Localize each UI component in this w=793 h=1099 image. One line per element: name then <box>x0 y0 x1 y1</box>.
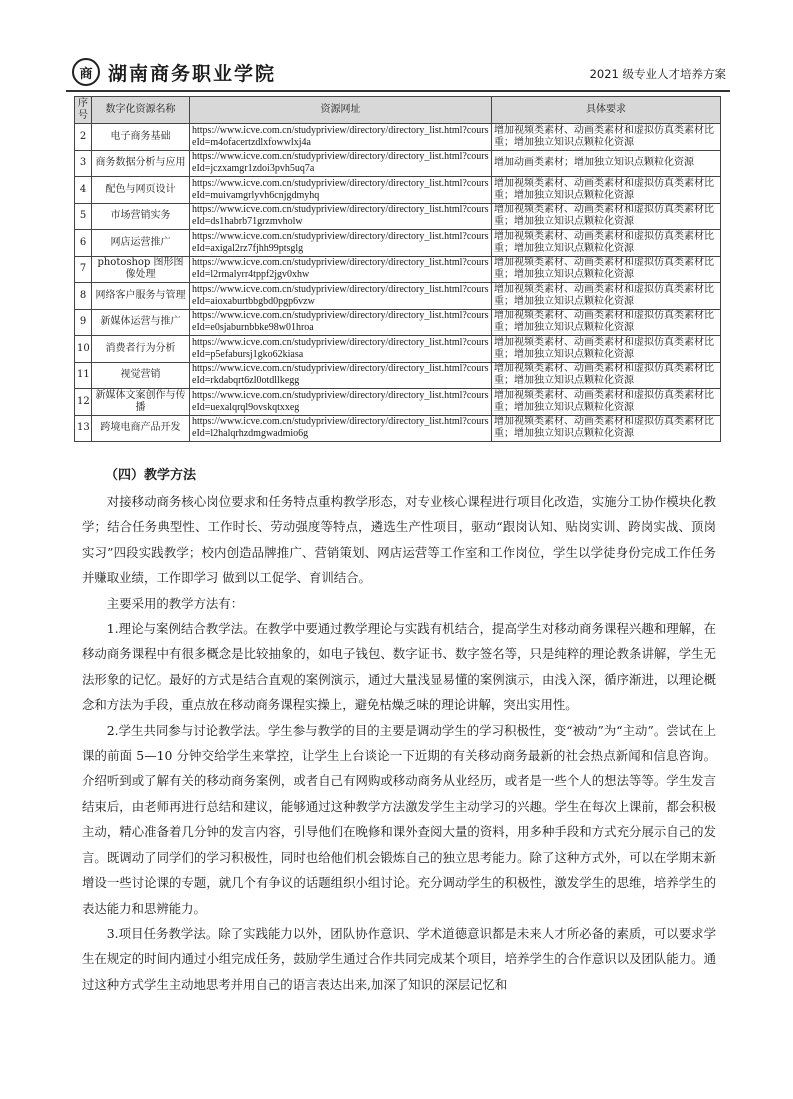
table-header-row <box>75 97 721 124</box>
paragraph: 主要采用的教学方法有： <box>106 595 244 611</box>
resource-name: 配色与网页设计 <box>92 177 190 204</box>
resource-name: 网店运营推广 <box>92 230 190 257</box>
row-number: 4 <box>75 177 92 204</box>
resource-name: 网络客户服务与管理 <box>92 283 190 310</box>
row-number: 7 <box>75 256 92 283</box>
row-number: 10 <box>75 336 92 363</box>
row-number: 5 <box>75 203 92 230</box>
row-number: 12 <box>75 389 92 416</box>
paragraph: 3.项目任务教学法。除了实践能力以外，团队协作意识、学术道德意识都是未来人才所必备的素质，可以要求学生在规定的时间内通过小组完成任务，鼓励学生通过合作共同完成某个项目，培养学生的合作意识以及团队能力。通过这种方式学生主动地思考并用自己的语言表达出来,加深了知识的深层记忆和 <box>82 925 716 992</box>
col-header-no: 序号 <box>75 97 92 124</box>
resource-requirement: 增加视频类素材、动画类素材和虚拟仿真类素材比重；增加独立知识点颗粒化资源 <box>492 309 721 336</box>
resource-requirement: 增加视频类素材、动画类素材和虚拟仿真类素材比重；增加独立知识点颗粒化资源 <box>492 336 721 363</box>
row-number: 6 <box>75 230 92 257</box>
resource-url[interactable]: https://www.icve.com.cn/studypriview/directory/directory_list.html?courseId=muivamgrlyvh6cnjgdmyhq <box>190 177 492 204</box>
row-number: 9 <box>75 309 92 336</box>
table-row <box>75 256 721 283</box>
resource-url[interactable]: https://www.icve.com.cn/studypriview/directory/directory_list.html?courseId=l2rmalyrr4tppf2jgv0xhw <box>190 256 492 283</box>
body-text <box>82 489 716 997</box>
col-header-name: 数字化资源名称 <box>92 97 190 124</box>
table-body <box>75 124 721 442</box>
table-row <box>75 150 721 177</box>
row-number: 13 <box>75 415 92 442</box>
school-logo <box>72 58 276 86</box>
table-row <box>75 230 721 257</box>
resource-url[interactable]: https://www.icve.com.cn/studypriview/directory/directory_list.html?courseId=p5efabursj1gko62kiasa <box>190 336 492 363</box>
table-row <box>75 283 721 310</box>
school-name: 湖南商务职业学院 <box>108 62 277 85</box>
resource-name: 视觉营销 <box>92 362 190 389</box>
resource-name: 商务数据分析与应用 <box>92 150 190 177</box>
table-row <box>75 336 721 363</box>
resource-name: 跨境电商产品开发 <box>92 415 190 442</box>
table-row <box>75 415 721 442</box>
resource-requirement: 增加视频类素材、动画类素材和虚拟仿真类素材比重；增加独立知识点颗粒化资源 <box>492 283 721 310</box>
resource-name: 新媒体文案创作与传播 <box>92 389 190 416</box>
table-row <box>75 389 721 416</box>
paragraph: 对接移动商务核心岗位要求和任务特点重构教学形态，对专业核心课程进行项目化改造，实施分工协作模块化教学；结合任务典型性、工作时长、劳动强度等特点，遴选生产性项目，驱动“跟岗认知、贴岗实训、跨岗实战、顶岗实习”四段实践教学；校内创造品牌推广、营销策划、网店运营等工作室和工作岗位，学生以学徒身份完成工作任务并赚取业绩，工作即学习 做到以工促学、育训结合。 <box>82 494 716 586</box>
row-number: 3 <box>75 150 92 177</box>
table-row <box>75 124 721 151</box>
resource-name: 新媒体运营与推广 <box>92 309 190 336</box>
resource-name: 电子商务基础 <box>92 124 190 151</box>
resource-url[interactable]: https://www.icve.com.cn/studypriview/directory/directory_list.html?courseId=e0sjaburnbbke98w01hroa <box>190 309 492 336</box>
section-title: （四）教学方法 <box>105 468 197 483</box>
resource-requirement: 增加视频类素材、动画类素材和虚拟仿真类素材比重；增加独立知识点颗粒化资源 <box>492 230 721 257</box>
resource-requirement: 增加视频类素材、动画类素材和虚拟仿真类素材比重；增加独立知识点颗粒化资源 <box>492 203 721 230</box>
resource-requirement: 增加视频类素材、动画类素材和虚拟仿真类素材比重；增加独立知识点颗粒化资源 <box>492 256 721 283</box>
resource-name: photoshop 图形图像处理 <box>92 256 190 283</box>
resource-name: 市场营销实务 <box>92 203 190 230</box>
page-header <box>66 58 730 88</box>
table-row <box>75 177 721 204</box>
school-seal-icon: 商 <box>72 58 100 86</box>
table-row <box>75 203 721 230</box>
resource-name: 消费者行为分析 <box>92 336 190 363</box>
resource-url[interactable]: https://www.icve.com.cn/studypriview/directory/directory_list.html?courseId=uexalqrql9ovskqtxxeg <box>190 389 492 416</box>
plan-title: 2021 级专业人才培养方案 <box>589 67 726 81</box>
row-number: 11 <box>75 362 92 389</box>
table-row <box>75 362 721 389</box>
resource-requirement: 增加视频类素材、动画类素材和虚拟仿真类素材比重；增加独立知识点颗粒化资源 <box>492 415 721 442</box>
resource-url[interactable]: https://www.icve.com.cn/studypriview/directory/directory_list.html?courseId=ds1habrb71grzmvholw <box>190 203 492 230</box>
resource-url[interactable]: https://www.icve.com.cn/studypriview/directory/directory_list.html?courseId=rkdabqrt6zl0otdllkegg <box>190 362 492 389</box>
row-number: 2 <box>75 124 92 151</box>
row-number: 8 <box>75 283 92 310</box>
col-header-requirement: 具体要求 <box>492 97 721 124</box>
resource-url[interactable]: https://www.icve.com.cn/studypriview/directory/directory_list.html?courseId=m4ofacertzdlxfowwlxj4a <box>190 124 492 151</box>
col-header-url: 资源网址 <box>190 97 492 124</box>
header-divider <box>66 90 730 92</box>
resource-requirement: 增加视频类素材、动画类素材和虚拟仿真类素材比重；增加独立知识点颗粒化资源 <box>492 389 721 416</box>
resource-url[interactable]: https://www.icve.com.cn/studypriview/directory/directory_list.html?courseId=jczxamgr1zdoi3pvh5uq7a <box>190 150 492 177</box>
paragraph: 1.理论与案例结合教学法。在教学中要通过教学理论与实践有机结合，提高学生对移动商务课程兴趣和理解，在移动商务课程中有很多概念是比较抽象的，如电子钱包、数字证书、数字签名等，只是纯粹的理论教条讲解，学生无法形象的记忆。最好的方式是结合直观的案例演示，通过大量浅显易懂的案例演示，由浅入深，循序渐进，以理论概念和方法为手段，重点放在移动商务课程实操上，避免枯燥乏味的理论讲解，突出实用性。 <box>82 621 716 713</box>
resource-requirement: 增加视频类素材、动画类素材和虚拟仿真类素材比重；增加独立知识点颗粒化资源 <box>492 177 721 204</box>
resource-requirement: 增加动画类素材；增加独立知识点颗粒化资源 <box>492 150 721 177</box>
resource-table <box>74 96 721 442</box>
resource-requirement: 增加视频类素材、动画类素材和虚拟仿真类素材比重；增加独立知识点颗粒化资源 <box>492 362 721 389</box>
resource-url[interactable]: https://www.icve.com.cn/studypriview/directory/directory_list.html?courseId=axigal2rz7fjhh99ptsglg <box>190 230 492 257</box>
table-row <box>75 309 721 336</box>
resource-requirement: 增加视频类素材、动画类素材和虚拟仿真类素材比重；增加独立知识点颗粒化资源 <box>492 124 721 151</box>
resource-url[interactable]: https://www.icve.com.cn/studypriview/directory/directory_list.html?courseId=l2halqrhzdmgwadmio6g <box>190 415 492 442</box>
resource-url[interactable]: https://www.icve.com.cn/studypriview/directory/directory_list.html?courseId=aioxaburtbbgbd0pgp6vzw <box>190 283 492 310</box>
paragraph: 2.学生共同参与讨论教学法。学生参与教学的目的主要是调动学生的学习积极性，变“被动”为“主动”。尝试在上课的前面 5—10 分钟交给学生来掌控，让学生上台谈论一下近期的有关移动商务最新的社会热点新闻和信息咨询。介绍听到或了解有关的移动商务案例，或者自己有网购或移动商务从业经历，或者是一些个人的想法等等。学生发言结束后，由老师再进行总结和建议，能够通过这种教学方法激发学生主动学习的兴趣。学生在每次上课前，都会积极主动，精心准备着几分钟的发言内容，引导他们在晚修和课外查阅大量的资料，用多种手段和方式充分展示自己的发言。既调动了同学们的学习积极性，同时也给他们机会锻炼自己的独立思考能力。除了这种方式外，可以在学期末新增设一些讨论课的专题，就几个有争议的话题组织小组讨论。充分调动学生的积极性，激发学生的思维，培养学生的表达能力和思辨能力。 <box>82 722 716 916</box>
